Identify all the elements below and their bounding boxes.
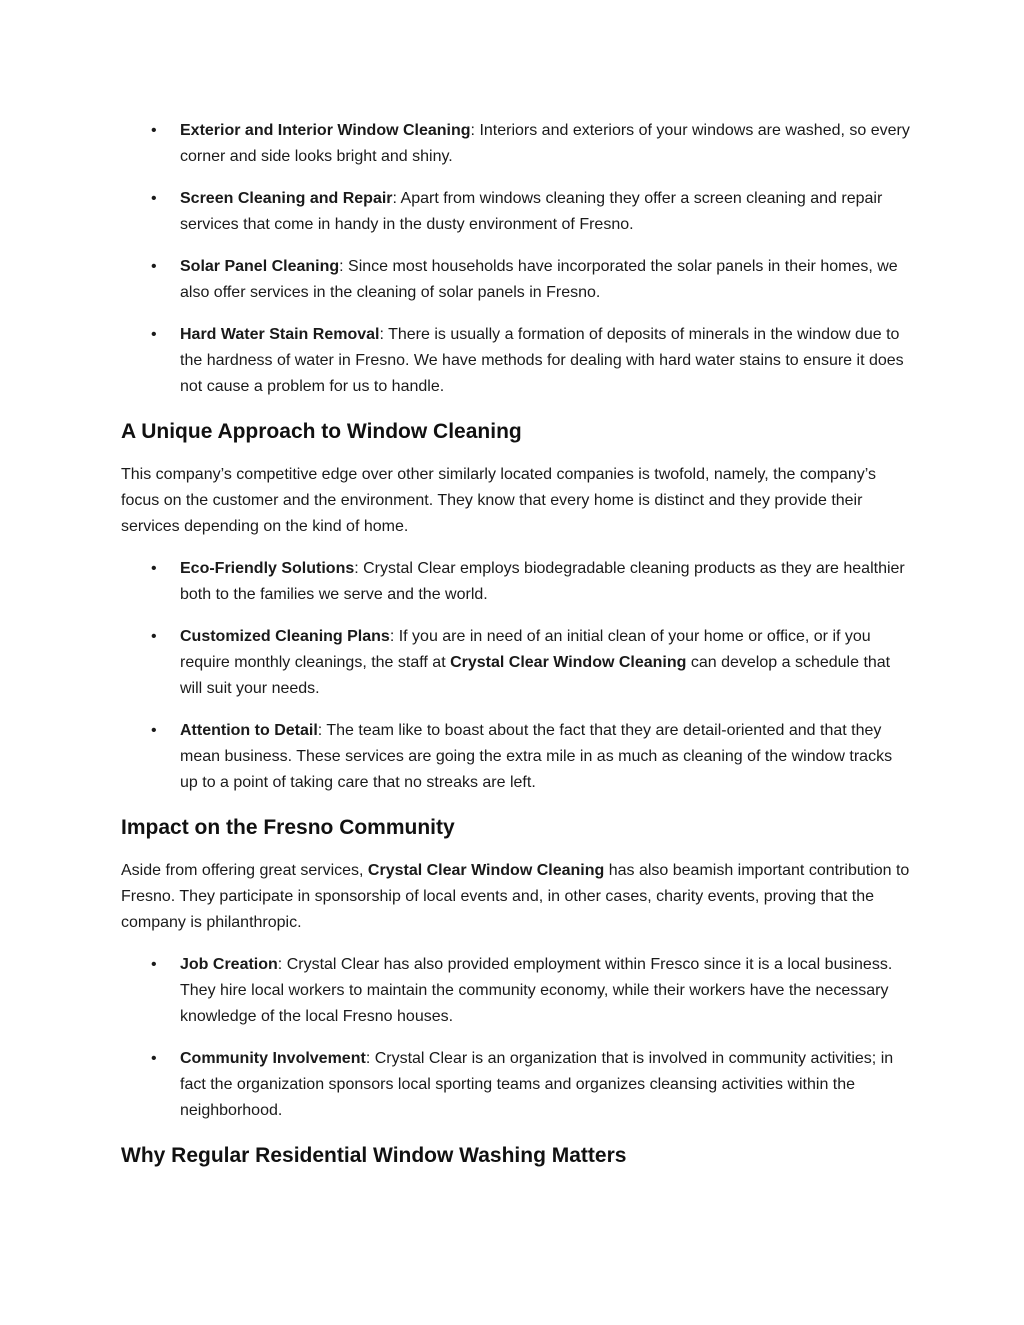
list-item xyxy=(121,556,911,608)
list-item-term: Exterior and Interior Window Cleaning xyxy=(180,122,471,139)
section-heading-why-regular-washing: Why Regular Residential Window Washing Matters xyxy=(121,1144,627,1167)
bullet-icon: • xyxy=(151,326,157,343)
list-item-text: : There is usually a formation of deposits of minerals in the window due to the hardness of water in Fresno. We have methods for dealing with hard water stains to ensure it does not cause a problem for us to handle. xyxy=(180,326,904,395)
list-item-text: : Since most households have incorporated the solar panels in their homes, we also offer services in the cleaning of solar panels in Fresno. xyxy=(180,258,898,301)
paragraph-text: has also beamish important contribution to Fresno. They participate in sponsorship of local events and, in other cases, charity events, proving that the company is philanthropic. xyxy=(121,862,910,931)
services-list xyxy=(121,118,911,400)
bullet-icon: • xyxy=(151,122,157,139)
bullet-icon: • xyxy=(151,258,157,275)
list-item xyxy=(121,118,911,170)
list-item-text: : If you are in need of an initial clean of your home or office, or if you require monthly cleanings, the staff at xyxy=(180,628,871,671)
section-paragraph: This company’s competitive edge over other similarly located companies is twofold, namely, the company’s focus on the customer and the environment. They know that every home is distinct and they provide their services depending on the kind of home. xyxy=(121,466,877,535)
list-item-term: Job Creation xyxy=(180,956,278,973)
list-item xyxy=(121,952,911,1030)
list-item-term: Solar Panel Cleaning xyxy=(180,258,340,275)
list-item-text: : Crystal Clear is an organization that is involved in community activities; in fact the organization sponsors local sporting teams and organizes cleansing activities within the neighborhood. xyxy=(180,1050,894,1119)
list-item xyxy=(121,322,911,400)
list-item xyxy=(121,624,911,702)
bullet-icon: • xyxy=(151,956,157,973)
section-heading-community-impact: Impact on the Fresno Community xyxy=(121,816,455,839)
brand-name: Crystal Clear Window Cleaning xyxy=(367,862,605,879)
list-item-term: Customized Cleaning Plans xyxy=(180,628,390,645)
list-item-text: can develop a schedule that will suit your needs. xyxy=(180,654,891,697)
list-item xyxy=(121,1046,911,1124)
list-item-term: Screen Cleaning and Repair xyxy=(180,190,393,207)
bullet-icon: • xyxy=(151,722,157,739)
list-item-term: Attention to Detail xyxy=(180,722,318,739)
list-item-text: : The team like to boast about the fact that they are detail-oriented and that they mean business. These services are going the extra mile in as much as cleaning of the window tracks up to a point of taking care that no streaks are left. xyxy=(180,722,893,791)
bullet-icon: • xyxy=(151,1050,157,1067)
list-item-term: Community Involvement xyxy=(180,1050,366,1067)
paragraph-text: Aside from offering great services, xyxy=(121,862,368,879)
list-item-text: : Crystal Clear has also provided employment within Fresco since it is a local business. They hire local workers to maintain the community economy, while their workers have the necessary knowledge of the local Fresno houses. xyxy=(180,956,893,1025)
approach-list xyxy=(121,556,911,796)
bullet-icon: • xyxy=(151,190,157,207)
bullet-icon: • xyxy=(151,560,157,577)
list-item-text: : Apart from windows cleaning they offer a screen cleaning and repair services that come in handy in the dusty environment of Fresno. xyxy=(180,190,883,233)
brand-name: Crystal Clear Window Cleaning xyxy=(450,654,687,671)
section-paragraph xyxy=(121,858,911,936)
list-item-term: Eco-Friendly Solutions xyxy=(180,560,355,577)
bullet-icon: • xyxy=(151,628,157,645)
list-item-term: Hard Water Stain Removal xyxy=(180,326,380,343)
list-item xyxy=(121,254,911,306)
section-heading-unique-approach: A Unique Approach to Window Cleaning xyxy=(121,420,522,443)
list-item xyxy=(121,718,911,796)
document-body xyxy=(121,118,911,1186)
list-item xyxy=(121,186,911,238)
list-item-text: : Crystal Clear employs biodegradable cleaning products as they are healthier both to the families we serve and the world. xyxy=(180,560,905,603)
community-list xyxy=(121,952,911,1124)
list-item-text: : Interiors and exteriors of your windows are washed, so every corner and side looks bright and shiny. xyxy=(180,122,910,165)
